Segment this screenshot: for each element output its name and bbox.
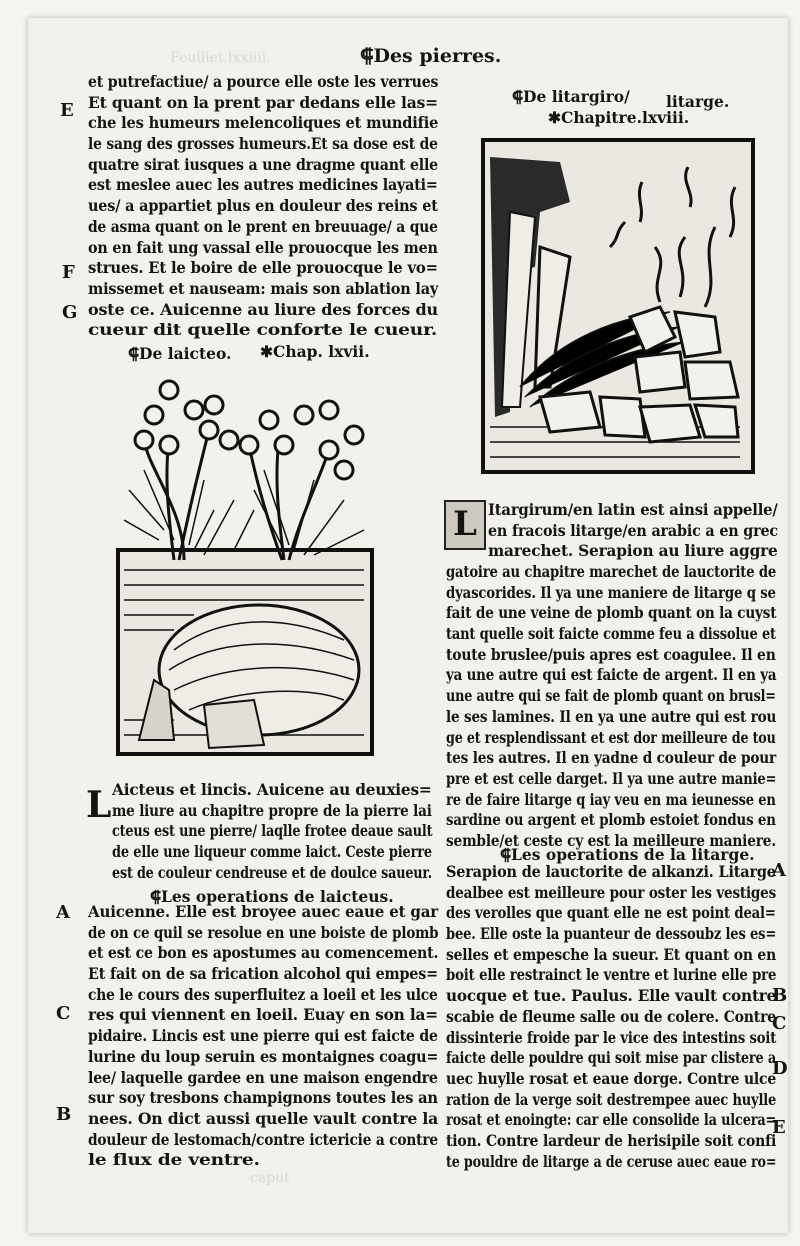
margin-letter: B [56,1104,72,1125]
text-line: est de couleur cendreuse et de doulce saueur. [112,862,433,882]
running-head: ⸿Des pierres. [360,45,502,67]
left-column-bottom-text [88,902,438,1171]
text-line: le ses lamines. Il en ya une autre qui est rou [446,706,777,726]
right-column-initial-block [488,500,778,562]
text-line: de elle une liqueur comme laict. Ceste pierre [112,842,432,862]
text-line: quatre sirat iusques a une dragme quant elle [88,154,438,174]
asterisk-icon: ✱ [548,108,561,127]
text-line: tant quelle soit faicte comme feu a dissolue et [446,624,776,644]
text-line: et est ce bon es apostumes au comencement. [88,943,439,963]
text-line: douleur de lestomach/contre ictericie a contre [88,1129,438,1149]
right-column-operations-text [446,862,776,1172]
text-line: est meslee auec les autres medicines layati= [88,175,438,195]
text-line: nees. On dict aussi quelle vault contre la [88,1108,439,1128]
text-line: uec huylle rosat et eaue dorge. Contre ulce [446,1068,777,1088]
text-line: scabie de fleume salle ou de colere. Contre [446,1006,777,1026]
text-line: fait de une veine de plomb quant on la cuyst [446,603,777,623]
text-line: dealbee est meilleure pour oster les vestiges [446,882,777,902]
text-line: che les humeurs melencoliques et mundifie [88,113,439,133]
text-line: dissinterie froide par le vice des intestins soit [446,1027,777,1047]
text-line: de on ce quil se resolue en une boiste de plomb [88,922,439,942]
text-line: gatoire au chapitre marechet de lauctorite de [446,562,777,581]
heading-operations-laicteus: ⸿Les operations de laicteus. [150,887,394,906]
text-line: missemet et nauseam: mais son ablation lay [88,278,439,298]
text-line: me liure au chapitre propre de la pierre lai [112,800,432,820]
text-line: ge et resplendissant et est dor meilleure de tou [446,727,776,747]
text-line: pidaire. Lincis est une pierre qui est faicte de [88,1026,438,1046]
text-line: cteus est une pierre/ laqlle frotee deaue sault [112,821,433,841]
text-line: uocque et tue. Paulus. Elle vault contre [446,986,777,1006]
text-line: Et fait on de sa frication alcohol qui empes= [88,964,438,984]
text-line: de asma quant on le prent en breuuage/ a que [88,216,438,236]
text-line: en fracois litarge/en arabic a en grec [488,520,778,540]
margin-letter: C [56,1003,71,1024]
paragraph-mark-icon: ⸿ [500,845,511,864]
text-line: Itargirum/en latin est ainsi appelle/ [488,500,778,519]
paragraph-mark-icon: ⸿ [512,87,523,106]
text-line: ya une autre qui est faicte de argent. Il en ya [446,665,777,685]
margin-letter: E [772,1117,786,1138]
text-line: tion. Contre lardeur de herisipile soit confi [446,1130,777,1150]
text-line: marechet. Serapion au liure aggre [488,541,778,561]
paragraph-mark-icon: ⸿ [150,887,161,906]
text-line: che le cours des superfluitez a loeil et les ulce [88,984,438,1004]
text-line: re de faire litarge q iay veu en ma ieunesse en [446,789,776,809]
chapter-lxvii: ✱Chap. lxvii. [260,342,370,361]
margin-letter: G [62,302,78,323]
text-line: et putrefactiue/ a pource elle oste les verrues [88,72,439,91]
left-column-top-text [88,72,438,341]
text-line: selles et empesche la sueur. Et quant on en [446,944,777,964]
right-column-main-text [446,562,776,852]
text-line: boit elle restrainct le ventre et lurine elle pre [446,965,777,985]
margin-letter: F [62,262,75,283]
text-line: une autre qui se fait de plomb quant on brusl= [446,686,776,706]
margin-letter: A [56,902,70,923]
asterisk-icon: ✱ [260,342,273,361]
text-line: Aicteus et lincis. Auicene au deuxies= [112,780,432,799]
decorated-initial-l: L [444,500,486,550]
margin-letter: D [772,1058,788,1079]
show-through-text: caput [250,1170,290,1186]
text-line: lee/ laquelle gardee en une maison engendre [88,1067,438,1087]
paragraph-mark-icon: ⸿ [128,344,139,363]
paragraph-mark-icon: ⸿ [360,45,374,67]
text-line: semble/et ceste cy est la meilleure maniere. [446,830,776,850]
text-line: bee. Elle oste la puanteur de dessoubz les es= [446,924,777,944]
text-line: des verolles que quant elle ne est point deal= [446,903,776,923]
text-line: Serapion de lauctorite de alkanzi. Litarge [446,862,776,881]
text-line: cueur dit quelle conforte le cueur. [88,320,438,340]
text-line: res qui viennent en loeil. Euay en son la= [88,1005,438,1025]
text-line: lurine du loup seruin es montaignes coagu= [88,1046,439,1066]
show-through-text: Feuillet.lxxiiii. [170,50,271,66]
text-line: le flux de ventre. [88,1150,260,1170]
text-line: ration de la verge soit destrempee auec huylle [446,1089,777,1109]
text-line: dyascorides. Il ya une maniere de litarge q se [446,582,776,602]
chapter-lxviii: ✱Chapitre.lxviii. [548,108,690,127]
heading-litargiro: ⸿De litargiro/ [512,87,630,106]
margin-letter: B [772,985,788,1006]
text-line: rosat et enoingte: car elle consolide la ulcera= [446,1110,777,1130]
text-line: tes les autres. Il en yadne d couleur de pour [446,748,777,768]
text-line: oste ce. Auicenne au liure des forces du [88,299,438,319]
text-line: toute bruslee/puis apres est coagulee. Il en [446,644,776,664]
text-line: ues/ a appartiet plus en douleur des reins et [88,196,438,216]
text-line: pre et est celle darget. Il ya une autre manie= [446,768,777,788]
left-column-mid-text [112,780,432,883]
text-line: on en fait ung vassal elle prouocque les men [88,237,438,257]
margin-letter: E [60,100,74,121]
margin-letter: A [772,860,786,881]
woodcut-litarge [480,137,756,475]
text-line: le sang des grosses humeurs.Et sa dose est de [88,134,438,154]
text-line: Auicenne. Elle est broyee auec eaue et gar [88,902,439,921]
heading-litarge: litarge. [666,92,730,111]
heading-operations-litarge: ⸿Les operations de la litarge. [500,845,755,864]
text-line: sur soy tresbons champignons toutes les an [88,1088,438,1108]
text-line: strues. Et le boire de elle prouocque le vo= [88,258,438,278]
text-line: te pouldre de litarge a de ceruse auec eaue ro= [446,1151,777,1171]
heading-laicteo: ⸿De laicteo. [128,344,232,363]
text-line: Et quant on la prent par dedans elle las= [88,92,438,112]
text-line: faicte delle pouldre qui soit mise par clistere a [446,1048,777,1068]
text-line: sardine ou argent et plomb estoiet fondus en [446,810,776,830]
big-initial-letter: L [86,784,112,826]
margin-letter: C [772,1013,787,1034]
woodcut-laicteus [114,370,376,758]
